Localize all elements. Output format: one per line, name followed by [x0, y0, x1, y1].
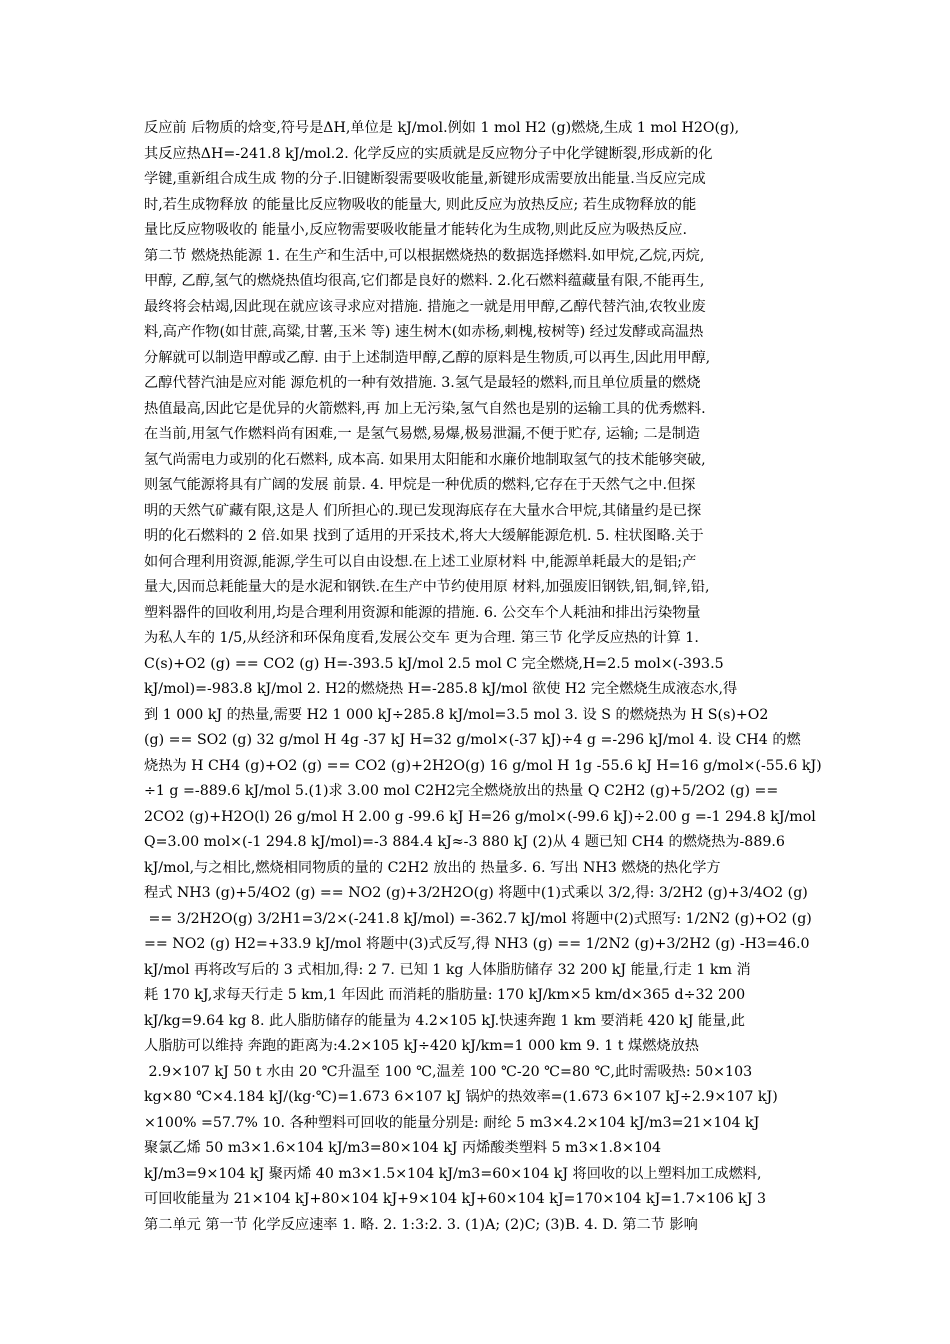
- text-line: 在当前,用氢气作燃料尚有困难,一 是氢气易燃,易爆,极易泄漏,不便于贮存, 运输; 二是制造: [144, 426, 701, 442]
- text-line: 量比反应物吸收的 能量小,反应物需要吸收能量才能转化为生成物,则此反应为吸热反应.: [144, 222, 687, 238]
- text-line: kJ/m3=9×104 kJ 聚丙烯 40 m3×1.5×104 kJ/m3=60×104 kJ 将回收的以上塑料加工成燃料,: [144, 1165, 762, 1182]
- text-line: 则氢气能源将具有广阔的发展 前景. 4. 甲烷是一种优质的燃料,它存在于天然气之中.但探: [144, 477, 696, 493]
- text-line: kJ/mol 再将改写后的 3 式相加,得: 2 7. 已知 1 kg 人体脂肪储存 32 200 kJ 能量,行走 1 km 消: [144, 961, 751, 978]
- text-line: (g) == SO2 (g) 32 g/mol H 4g -37 kJ H=32 g/mol×(-37 kJ)÷4 g =-296 kJ/mol 4. 设 CH4 的燃: [144, 732, 801, 748]
- text-line: 烧热为 H CH4 (g)+O2 (g) == CO2 (g)+2H2O(g) 16 g/mol H 1g -55.6 kJ H=16 g/mol×(-55.6 kJ): [144, 757, 822, 774]
- text-line: kg×80 ℃×4.184 kJ/(kg·℃)=1.673 6×107 kJ 锅炉的热效率=(1.673 6×107 kJ÷2.9×107 kJ): [144, 1089, 778, 1105]
- text-line: 量大,因而总耗能量大的是水泥和钢铁.在生产中节约使用原 材料,加强废旧钢铁,铝,铜,锌,铅,: [144, 579, 710, 595]
- text-line: 学键,重新组合成生成 物的分子.旧键断裂需要吸收能量,新键形成需要放出能量.当反应完成: [144, 171, 706, 187]
- text-line: 分解就可以制造甲醇或乙醇. 由于上述制造甲醇,乙醇的原料是生物质,可以再生,因此用甲醇,: [144, 349, 711, 366]
- text-line: 料,高产作物(如甘蔗,高粱,甘薯,玉米 等) 速生树木(如赤杨,刺槐,桉树等) 经过发酵或高温热: [144, 324, 704, 340]
- text-line: == NO2 (g) H2=+33.9 kJ/mol 将题中(3)式反写,得 NH3 (g) == 1/2N2 (g)+3/2H2 (g) -H3=46.0: [144, 936, 810, 952]
- text-line: kJ/kg=9.64 kg 8. 此人脂肪储存的能量为 4.2×105 kJ.快速奔跑 1 km 要消耗 420 kJ 能量,此: [144, 1012, 745, 1029]
- text-line: 为私人车的 1/5,从经济和环保角度看,发展公交车 更为合理. 第三节 化学反应热的计算 1.: [144, 630, 699, 646]
- text-line: 人脂肪可以维持 奔跑的距离为:4.2×105 kJ÷420 kJ/km=1 000 km 9. 1 t 煤燃烧放热: [144, 1038, 699, 1054]
- text-line: 到 1 000 kJ 的热量,需要 H2 1 000 kJ÷285.8 kJ/mol=3.5 mol 3. 设 S 的燃烧热为 H S(s)+O2: [144, 706, 769, 723]
- text-line: 聚氯乙烯 50 m3×1.6×104 kJ/m3=80×104 kJ 丙烯酸类塑料 5 m3×1.8×104: [144, 1140, 662, 1156]
- text-line: C(s)+O2 (g) == CO2 (g) H=-393.5 kJ/mol 2.5 mol C 完全燃烧,H=2.5 mol×(-393.5: [144, 655, 724, 672]
- text-line: Q=3.00 mol×(-1 294.8 kJ/mol)=-3 884.4 kJ≈-3 880 kJ (2)从 4 题已知 CH4 的燃烧热为-889.6: [144, 834, 785, 850]
- text-line: 其反应热ΔH=-241.8 kJ/mol.2. 化学反应的实质就是反应物分子中化学键断裂,形成新的化: [144, 145, 713, 162]
- text-line: 氢气尚需电力或别的化石燃料, 成本高. 如果用太阳能和水廉价地制取氢气的技术能够突破,: [144, 451, 706, 468]
- text-line: ÷1 g =-889.6 kJ/mol 5.(1)求 3.00 mol C2H2完全燃烧放出的热量 Q C2H2 (g)+5/2O2 (g) ==: [144, 783, 779, 799]
- text-line: 可回收能量为 21×104 kJ+80×104 kJ+9×104 kJ+60×104 kJ=170×104 kJ=1.7×106 kJ 3: [144, 1191, 767, 1207]
- text-line: ×100% =57.7% 10. 各种塑料可回收的能量分别是: 耐纶 5 m3×4.2×104 kJ/m3=21×104 kJ: [144, 1114, 760, 1131]
- text-line: 时,若生成物释放 的能量比反应物吸收的能量大, 则此反应为放热反应; 若生成物释放的能: [144, 196, 697, 213]
- text-line: kJ/mol)=-983.8 kJ/mol 2. H2的燃烧热 H=-285.8 kJ/mol 欲使 H2 完全燃烧生成液态水,得: [144, 681, 738, 697]
- text-line: 明的天然气矿藏有限,这是人 们所担心的.现已发现海底存在大量水合甲烷,其储量约是已探: [144, 502, 702, 519]
- text-line: 第二节 燃烧热能源 1. 在生产和生活中,可以根据燃烧热的数据选择燃料.如甲烷,乙烷,丙烷,: [144, 247, 705, 264]
- text-line: kJ/mol,与之相比,燃烧相同物质的量的 C2H2 放出的 热量多. 6. 写出 NH3 燃烧的热化学方: [144, 859, 721, 876]
- text-line: 反应前 后物质的焓变,符号是ΔH,单位是 kJ/mol.例如 1 mol H2 (g)燃烧,生成 1 mol H2O(g),: [144, 120, 740, 136]
- text-line: 塑料器件的回收利用,均是合理利用资源和能源的措施. 6. 公交车个人耗油和排出污染物量: [144, 604, 701, 621]
- text-line: 甲醇, 乙醇,氢气的燃烧热值均很高,它们都是良好的燃料. 2.化石燃料蕴藏量有限,不能再生,: [144, 273, 705, 289]
- text-line: 程式 NH3 (g)+5/4O2 (g) == NO2 (g)+3/2H2O(g) 将题中(1)式乘以 3/2,得: 3/2H2 (g)+3/4O2 (g): [144, 885, 808, 901]
- text-line: 最终将会枯竭,因此现在就应该寻求应对措施. 措施之一就是用甲醇,乙醇代替汽油,农牧业废: [144, 298, 706, 315]
- text-line: 如何合理利用资源,能源,学生可以自由设想.在上述工业原材料 中,能源单耗最大的是铝;产: [144, 553, 697, 570]
- document-body: [144, 116, 844, 1238]
- text-line: 乙醇代替汽油是应对能 源危机的一种有效措施. 3.氢气是最轻的燃料,而且单位质量的燃烧: [144, 375, 701, 391]
- text-line: 明的化石燃料的 2 倍.如果 找到了适用的开采技术,将大大缓解能源危机. 5. 柱状图略.关于: [144, 528, 704, 544]
- text-line: 耗 170 kJ,求每天行走 5 km,1 年因此 而消耗的脂肪量: 170 kJ/km×5 km/d×365 d÷32 200: [144, 987, 746, 1003]
- text-line: 第二单元 第一节 化学反应速率 1. 略. 2. 1:3:2. 3. (1)A; (2)C; (3)B. 4. D. 第二节 影响: [144, 1216, 698, 1233]
- text-line: 热值最高,因此它是优异的火箭燃料,再 加上无污染,氢气自然也是别的运输工具的优秀燃料.: [144, 400, 706, 417]
- text-line: == 3/2H2O(g) 3/2H1=3/2×(-241.8 kJ/mol) =-362.7 kJ/mol 将题中(2)式照写: 1/2N2 (g)+O2 (g): [144, 910, 812, 927]
- text-line: 2CO2 (g)+H2O(l) 26 g/mol H 2.00 g -99.6 kJ H=26 g/mol×(-99.6 kJ)÷2.00 g =-1 294.8 kJ/mol: [144, 808, 816, 825]
- text-line: 2.9×107 kJ 50 t 水由 20 ℃升温至 100 ℃,温差 100 ℃-20 ℃=80 ℃,此时需吸热: 50×103: [144, 1063, 753, 1080]
